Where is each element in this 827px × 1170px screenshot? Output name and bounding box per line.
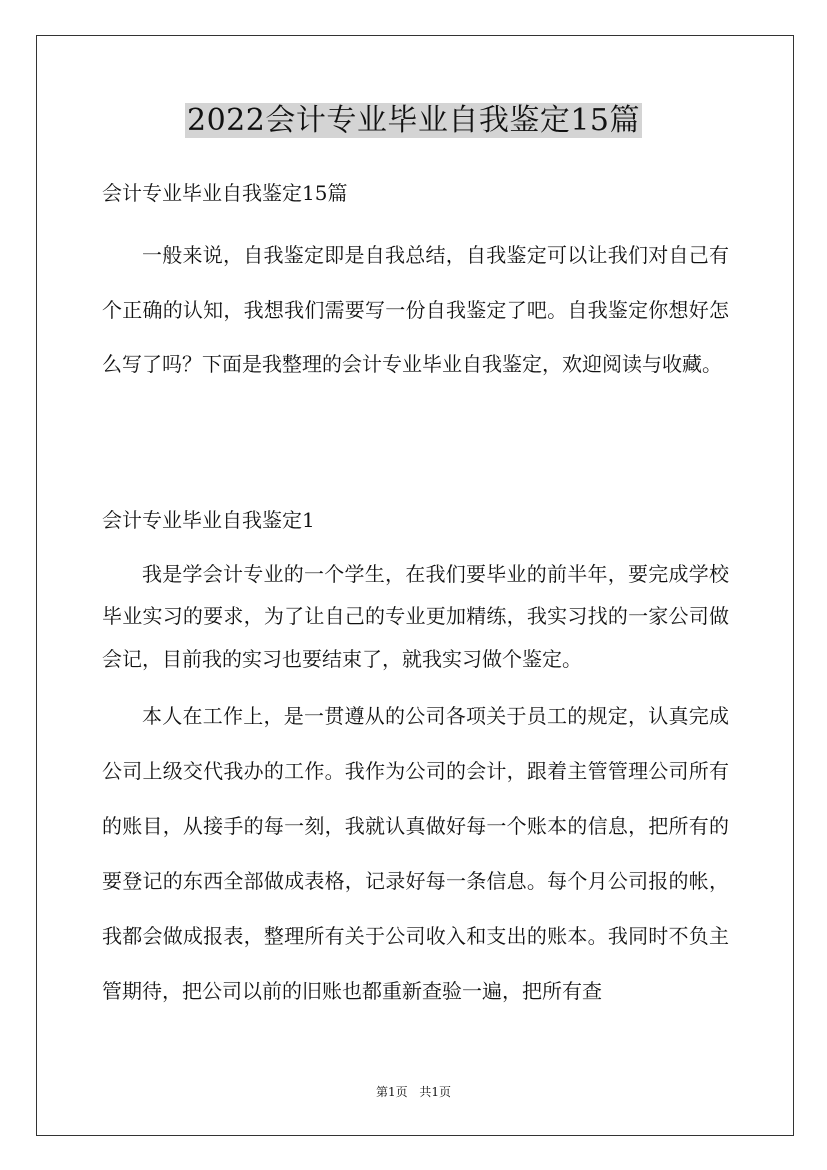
body-paragraph: 我是学会计专业的一个学生，在我们要毕业的前半年，要完成学校毕业实习的要求，为了让自己的专业更加精练，我实习找的一家公司做会记，目前我的实习也要结束了，就我实习做个鉴定。 bbox=[102, 562, 729, 671]
section-body bbox=[102, 553, 729, 1019]
page-total: 共1页 bbox=[419, 1085, 452, 1099]
page-footer bbox=[0, 1082, 827, 1102]
intro-paragraph: 一般来说，自我鉴定即是自我总结，自我鉴定可以让我们对自己有个正确的认知，我想我们需要写一份自我鉴定了吧。自我鉴定你想好怎么写了吗？下面是我整理的会计专业毕业自我鉴定，欢迎阅读与收藏。 bbox=[102, 243, 729, 376]
document-subtitle: 会计专业毕业自我鉴定15篇 bbox=[102, 181, 348, 205]
body-paragraph: 本人在工作上，是一贯遵从的公司各项关于员工的规定，认真完成公司上级交代我办的工作。我作为公司的会计，跟着主管管理公司所有的账目，从接手的每一刻，我就认真做好每一个账本的信息，把所有的要登记的东西全部做成表格，记录好每一条信息。每个月公司报的帐，我都会做成报表，整理所有关于公司收入和支出的账本。我同时不负主管期待，把公司以前的旧账也都重新查验一遍，把所有查 bbox=[102, 704, 729, 1004]
document-title bbox=[0, 98, 827, 144]
document-title-text: 2022会计专业毕业自我鉴定15篇 bbox=[186, 103, 641, 138]
page-number: 第1页 bbox=[375, 1085, 408, 1099]
section-heading: 会计专业毕业自我鉴定1 bbox=[102, 508, 315, 532]
